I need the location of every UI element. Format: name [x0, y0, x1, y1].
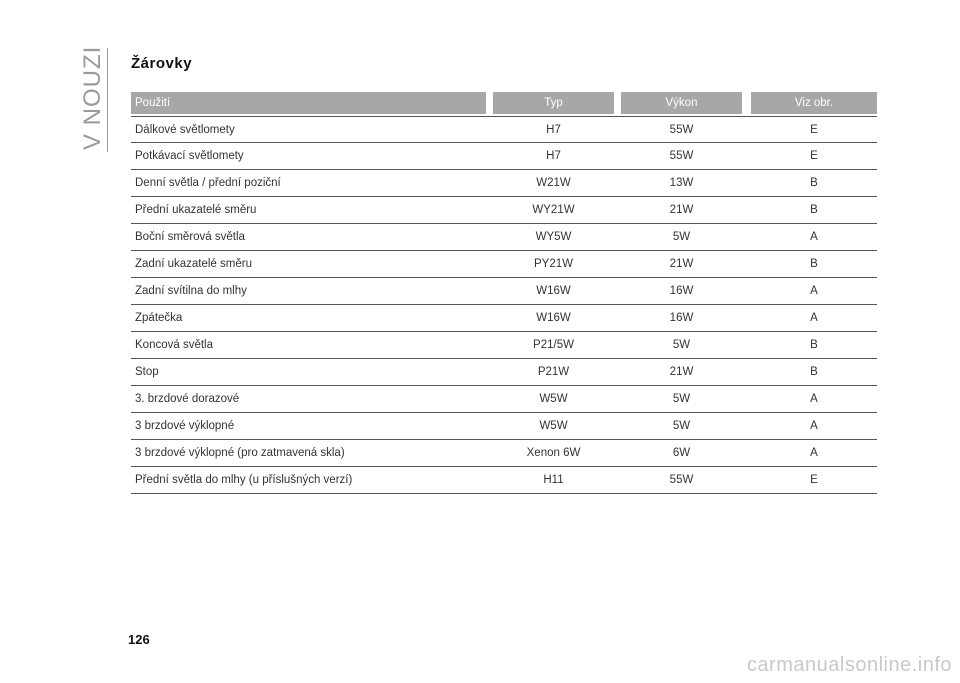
cell-type: WY5W [535, 231, 572, 243]
cell-figure: B [810, 177, 818, 189]
cell-power: 21W [669, 366, 694, 378]
cell-power: 5W [672, 393, 691, 405]
cell-power: 13W [669, 177, 694, 189]
cell-figure: A [810, 285, 818, 297]
cell-power: 55W [669, 124, 694, 136]
cell-usage: 3. brzdové dorazové [135, 393, 240, 405]
page-number: 126 [128, 632, 150, 647]
cell-type: H11 [543, 474, 564, 486]
cell-type: H7 [546, 150, 561, 162]
cell-usage: Zadní ukazatelé směru [135, 258, 252, 270]
column-header-figure: Viz obr. [751, 92, 877, 114]
cell-usage: Boční směrová světla [135, 231, 245, 243]
table-row [131, 143, 877, 170]
column-header-type: Typ [493, 92, 614, 114]
cell-figure: B [810, 366, 818, 378]
cell-type: Xenon 6W [526, 447, 581, 459]
cell-power: 55W [669, 474, 694, 486]
cell-type: W16W [536, 285, 571, 297]
table-row [131, 278, 877, 305]
table-row [131, 305, 877, 332]
cell-usage: Přední světla do mlhy (u příslušných verzí) [135, 474, 353, 486]
cell-type: W16W [536, 312, 571, 324]
cell-power: 5W [672, 420, 691, 432]
table-row [131, 467, 877, 494]
table-row [131, 251, 877, 278]
cell-figure: E [810, 150, 818, 162]
cell-power: 21W [669, 258, 694, 270]
cell-figure: A [810, 393, 818, 405]
cell-figure: B [810, 339, 818, 351]
cell-type: PY21W [534, 258, 573, 270]
cell-figure: B [810, 204, 818, 216]
cell-type: P21/5W [533, 339, 574, 351]
table-row [131, 170, 877, 197]
cell-power: 16W [669, 285, 694, 297]
cell-power: 16W [669, 312, 694, 324]
cell-power: 5W [672, 339, 691, 351]
cell-usage: 3 brzdové výklopné (pro zatmavená skla) [135, 447, 345, 459]
cell-type: H7 [546, 124, 561, 136]
cell-usage: Zpátečka [135, 312, 183, 324]
cell-figure: A [810, 420, 818, 432]
cell-type: W21W [536, 177, 571, 189]
cell-figure: A [810, 312, 818, 324]
section-tab-label: V NOUZI [79, 45, 106, 150]
table-row [131, 386, 877, 413]
cell-figure: A [810, 231, 818, 243]
cell-type: W5W [539, 393, 568, 405]
cell-usage: Dálkové světlomety [135, 124, 235, 136]
cell-power: 5W [672, 231, 691, 243]
cell-type: WY21W [532, 204, 575, 216]
cell-figure: B [810, 258, 818, 270]
cell-usage: Zadní svítilna do mlhy [135, 285, 247, 297]
cell-type: W5W [539, 420, 568, 432]
bulbs-table [131, 92, 877, 494]
table-row [131, 440, 877, 467]
cell-usage: Denní světla / přední poziční [135, 177, 281, 189]
table-row [131, 359, 877, 386]
cell-usage: Stop [135, 366, 159, 378]
cell-figure: E [810, 124, 818, 136]
cell-usage: 3 brzdové výklopné [135, 420, 235, 432]
cell-power: 6W [672, 447, 691, 459]
column-header-usage: Použití [131, 92, 486, 114]
section-tab [78, 45, 108, 150]
cell-type: P21W [537, 366, 570, 378]
page-title: Žárovky [131, 55, 193, 72]
table-row [131, 197, 877, 224]
section-tab-divider [107, 48, 108, 152]
column-header-power: Výkon [621, 92, 742, 114]
table-row [131, 224, 877, 251]
cell-figure: E [810, 474, 818, 486]
table-body [131, 116, 877, 494]
cell-power: 21W [669, 204, 694, 216]
table-row [131, 332, 877, 359]
table-header [131, 92, 877, 114]
cell-power: 55W [669, 150, 694, 162]
cell-figure: A [810, 447, 818, 459]
table-row [131, 116, 877, 143]
cell-usage: Přední ukazatelé směru [135, 204, 257, 216]
watermark: carmanualsonline.info [746, 654, 952, 676]
cell-usage: Koncová světla [135, 339, 213, 351]
table-row [131, 413, 877, 440]
cell-usage: Potkávací světlomety [135, 150, 244, 162]
